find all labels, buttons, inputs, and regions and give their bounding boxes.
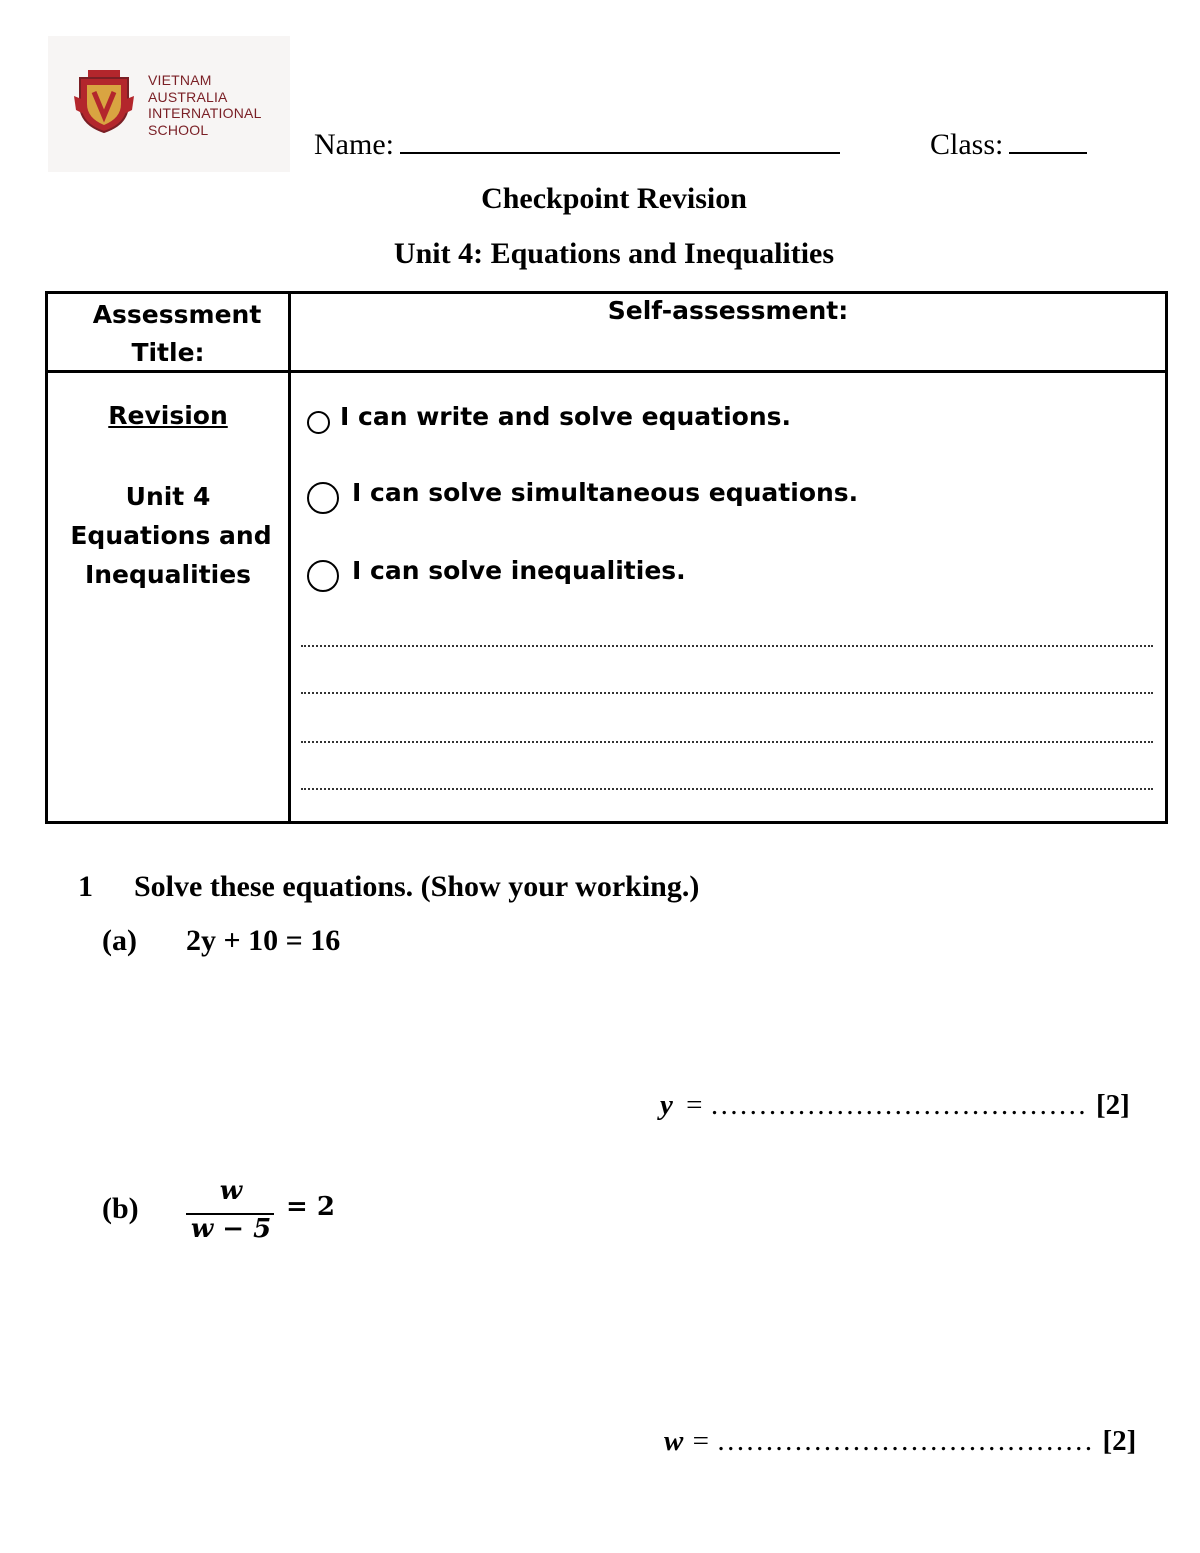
revision-label: Revision xyxy=(108,401,228,430)
part-a-equation: 2y + 10 = 16 xyxy=(186,924,341,957)
comment-line[interactable] xyxy=(301,692,1153,694)
answer-b[interactable] xyxy=(664,1425,1136,1458)
unit-line: Equations and xyxy=(70,521,272,550)
assessment-title-header xyxy=(48,296,288,372)
class-label: Class: xyxy=(930,128,1004,161)
question-number: 1 xyxy=(78,870,93,903)
logo-line: VIETNAM xyxy=(148,72,212,88)
self-assessment-item: I can solve inequalities. xyxy=(352,556,686,585)
part-b-rhs: = 2 xyxy=(286,1192,335,1222)
comment-line[interactable] xyxy=(301,741,1153,743)
comment-line[interactable] xyxy=(301,645,1153,647)
part-a-label: (a) xyxy=(102,924,137,957)
unit-title xyxy=(48,477,288,594)
logo-wordmark xyxy=(148,72,262,138)
name-field xyxy=(314,128,840,162)
logo-line: INTERNATIONAL xyxy=(148,105,262,121)
marks: [2] xyxy=(1102,1425,1137,1457)
answer-line: = ………………………………… xyxy=(686,1089,1087,1121)
checkbox-circle-1[interactable] xyxy=(307,411,330,434)
checkbox-circle-2[interactable] xyxy=(307,482,339,514)
part-b-label: (b) xyxy=(102,1192,139,1225)
header-line: Assessment xyxy=(92,300,262,329)
name-blank[interactable] xyxy=(400,128,840,154)
unit-line: Unit 4 xyxy=(125,482,211,511)
self-assessment-header: Self-assessment: xyxy=(607,296,849,325)
unit-line: Inequalities xyxy=(84,560,252,589)
page-title: Checkpoint Revision xyxy=(481,182,747,215)
class-field xyxy=(930,128,1087,162)
question-prompt: Solve these equations. (Show your working.) xyxy=(134,870,700,903)
fraction-denominator: w − 5 xyxy=(190,1214,272,1244)
answer-a[interactable] xyxy=(660,1089,1130,1122)
fraction-numerator xyxy=(186,1176,276,1206)
answer-line: = ………………………………… xyxy=(692,1425,1094,1457)
page-subtitle: Unit 4: Equations and Inequalities xyxy=(393,237,835,270)
crest-icon xyxy=(74,70,134,134)
marks: [2] xyxy=(1095,1089,1130,1121)
logo-line: AUSTRALIA xyxy=(148,88,228,105)
answer-variable: w xyxy=(664,1425,684,1457)
logo-line: SCHOOL xyxy=(148,121,209,138)
checkbox-circle-3[interactable] xyxy=(307,560,339,592)
comment-line[interactable] xyxy=(301,788,1153,790)
self-assessment-item: I can write and solve equations. xyxy=(340,402,792,431)
numerator-text: w xyxy=(219,1176,243,1206)
class-blank[interactable] xyxy=(1009,128,1087,154)
answer-variable: y xyxy=(660,1089,673,1121)
header-line: Title: xyxy=(131,338,205,367)
name-label: Name: xyxy=(314,128,394,161)
self-assessment-item: I can solve simultaneous equations. xyxy=(352,478,859,507)
school-logo xyxy=(48,36,290,172)
